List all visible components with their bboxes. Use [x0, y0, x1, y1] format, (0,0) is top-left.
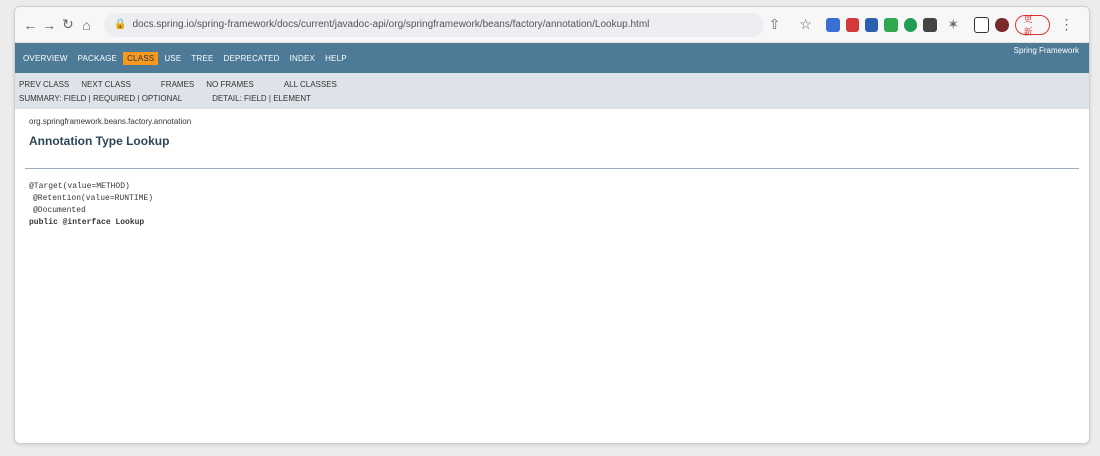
avatar[interactable]: [995, 18, 1008, 32]
extension-icon[interactable]: [923, 18, 936, 32]
next-class-link[interactable]: NEXT CLASS: [81, 79, 131, 89]
extension-icon[interactable]: [846, 18, 859, 32]
menu-icon[interactable]: ⋮: [1059, 16, 1074, 32]
prev-class-link[interactable]: PREV CLASS: [19, 79, 70, 89]
page-title: Annotation Type Lookup: [29, 134, 170, 148]
puzzle-icon[interactable]: ✶: [947, 16, 960, 32]
annotation-documented[interactable]: @Documented: [33, 206, 86, 215]
forward-icon[interactable]: →: [42, 16, 57, 33]
reload-icon[interactable]: ↻: [62, 16, 74, 32]
annotation-retention: @Retention(value=RUNTIME): [33, 194, 154, 203]
home-icon[interactable]: ⌂: [82, 16, 91, 33]
package-label: org.springframework.beans.factory.annotation: [29, 117, 192, 126]
nav-overview[interactable]: OVERVIEW: [23, 53, 68, 63]
browser-toolbar: [15, 7, 1089, 43]
extension-icon[interactable]: [826, 18, 839, 32]
nav-deprecated[interactable]: DEPRECATED: [223, 53, 280, 63]
no-frames-link[interactable]: NO FRAMES: [206, 79, 254, 89]
address-bar[interactable]: [104, 13, 764, 37]
address-bar-url: docs.spring.io/spring-framework/docs/current/javadoc-api/org/springframework/beans/factory/annotation/Lookup.html: [132, 19, 650, 30]
page-content: [15, 109, 1089, 229]
annotation-target: @Target(value=METHOD): [29, 182, 130, 191]
type-signature: [29, 181, 1075, 229]
nav-tree[interactable]: TREE: [191, 53, 214, 63]
about-label: Spring Framework: [1013, 46, 1079, 55]
nav-help[interactable]: HELP: [325, 53, 347, 63]
javadoc-sub-nav: [15, 73, 1089, 109]
browser-window: [14, 6, 1090, 444]
divider: [25, 168, 1079, 169]
update-button[interactable]: 更新: [1015, 15, 1050, 35]
type-declaration: public @interface Lookup: [29, 218, 145, 227]
frames-link[interactable]: FRAMES: [160, 79, 195, 89]
extension-icon[interactable]: [865, 18, 878, 32]
nav-class[interactable]: CLASS: [123, 52, 158, 65]
javadoc-top-nav: [15, 43, 1089, 73]
nav-index[interactable]: INDEX: [289, 53, 316, 63]
toolbar-icons: [764, 14, 1081, 36]
all-classes-link[interactable]: ALL CLASSES: [283, 79, 337, 89]
extension-icon[interactable]: [884, 18, 897, 32]
nav-package[interactable]: PACKAGE: [77, 53, 118, 63]
sidebar-icon[interactable]: [974, 17, 989, 33]
lock-icon: 🔒: [114, 19, 127, 30]
detail-links[interactable]: DETAIL: FIELD | ELEMENT: [212, 93, 311, 103]
share-icon[interactable]: ⇧: [768, 16, 781, 32]
bookmark-star-icon[interactable]: ☆: [799, 16, 812, 32]
summary-links[interactable]: SUMMARY: FIELD | REQUIRED | OPTIONAL: [19, 93, 183, 103]
back-icon[interactable]: ←: [23, 16, 38, 33]
nav-use[interactable]: USE: [164, 53, 182, 63]
extension-icon[interactable]: [904, 18, 917, 32]
